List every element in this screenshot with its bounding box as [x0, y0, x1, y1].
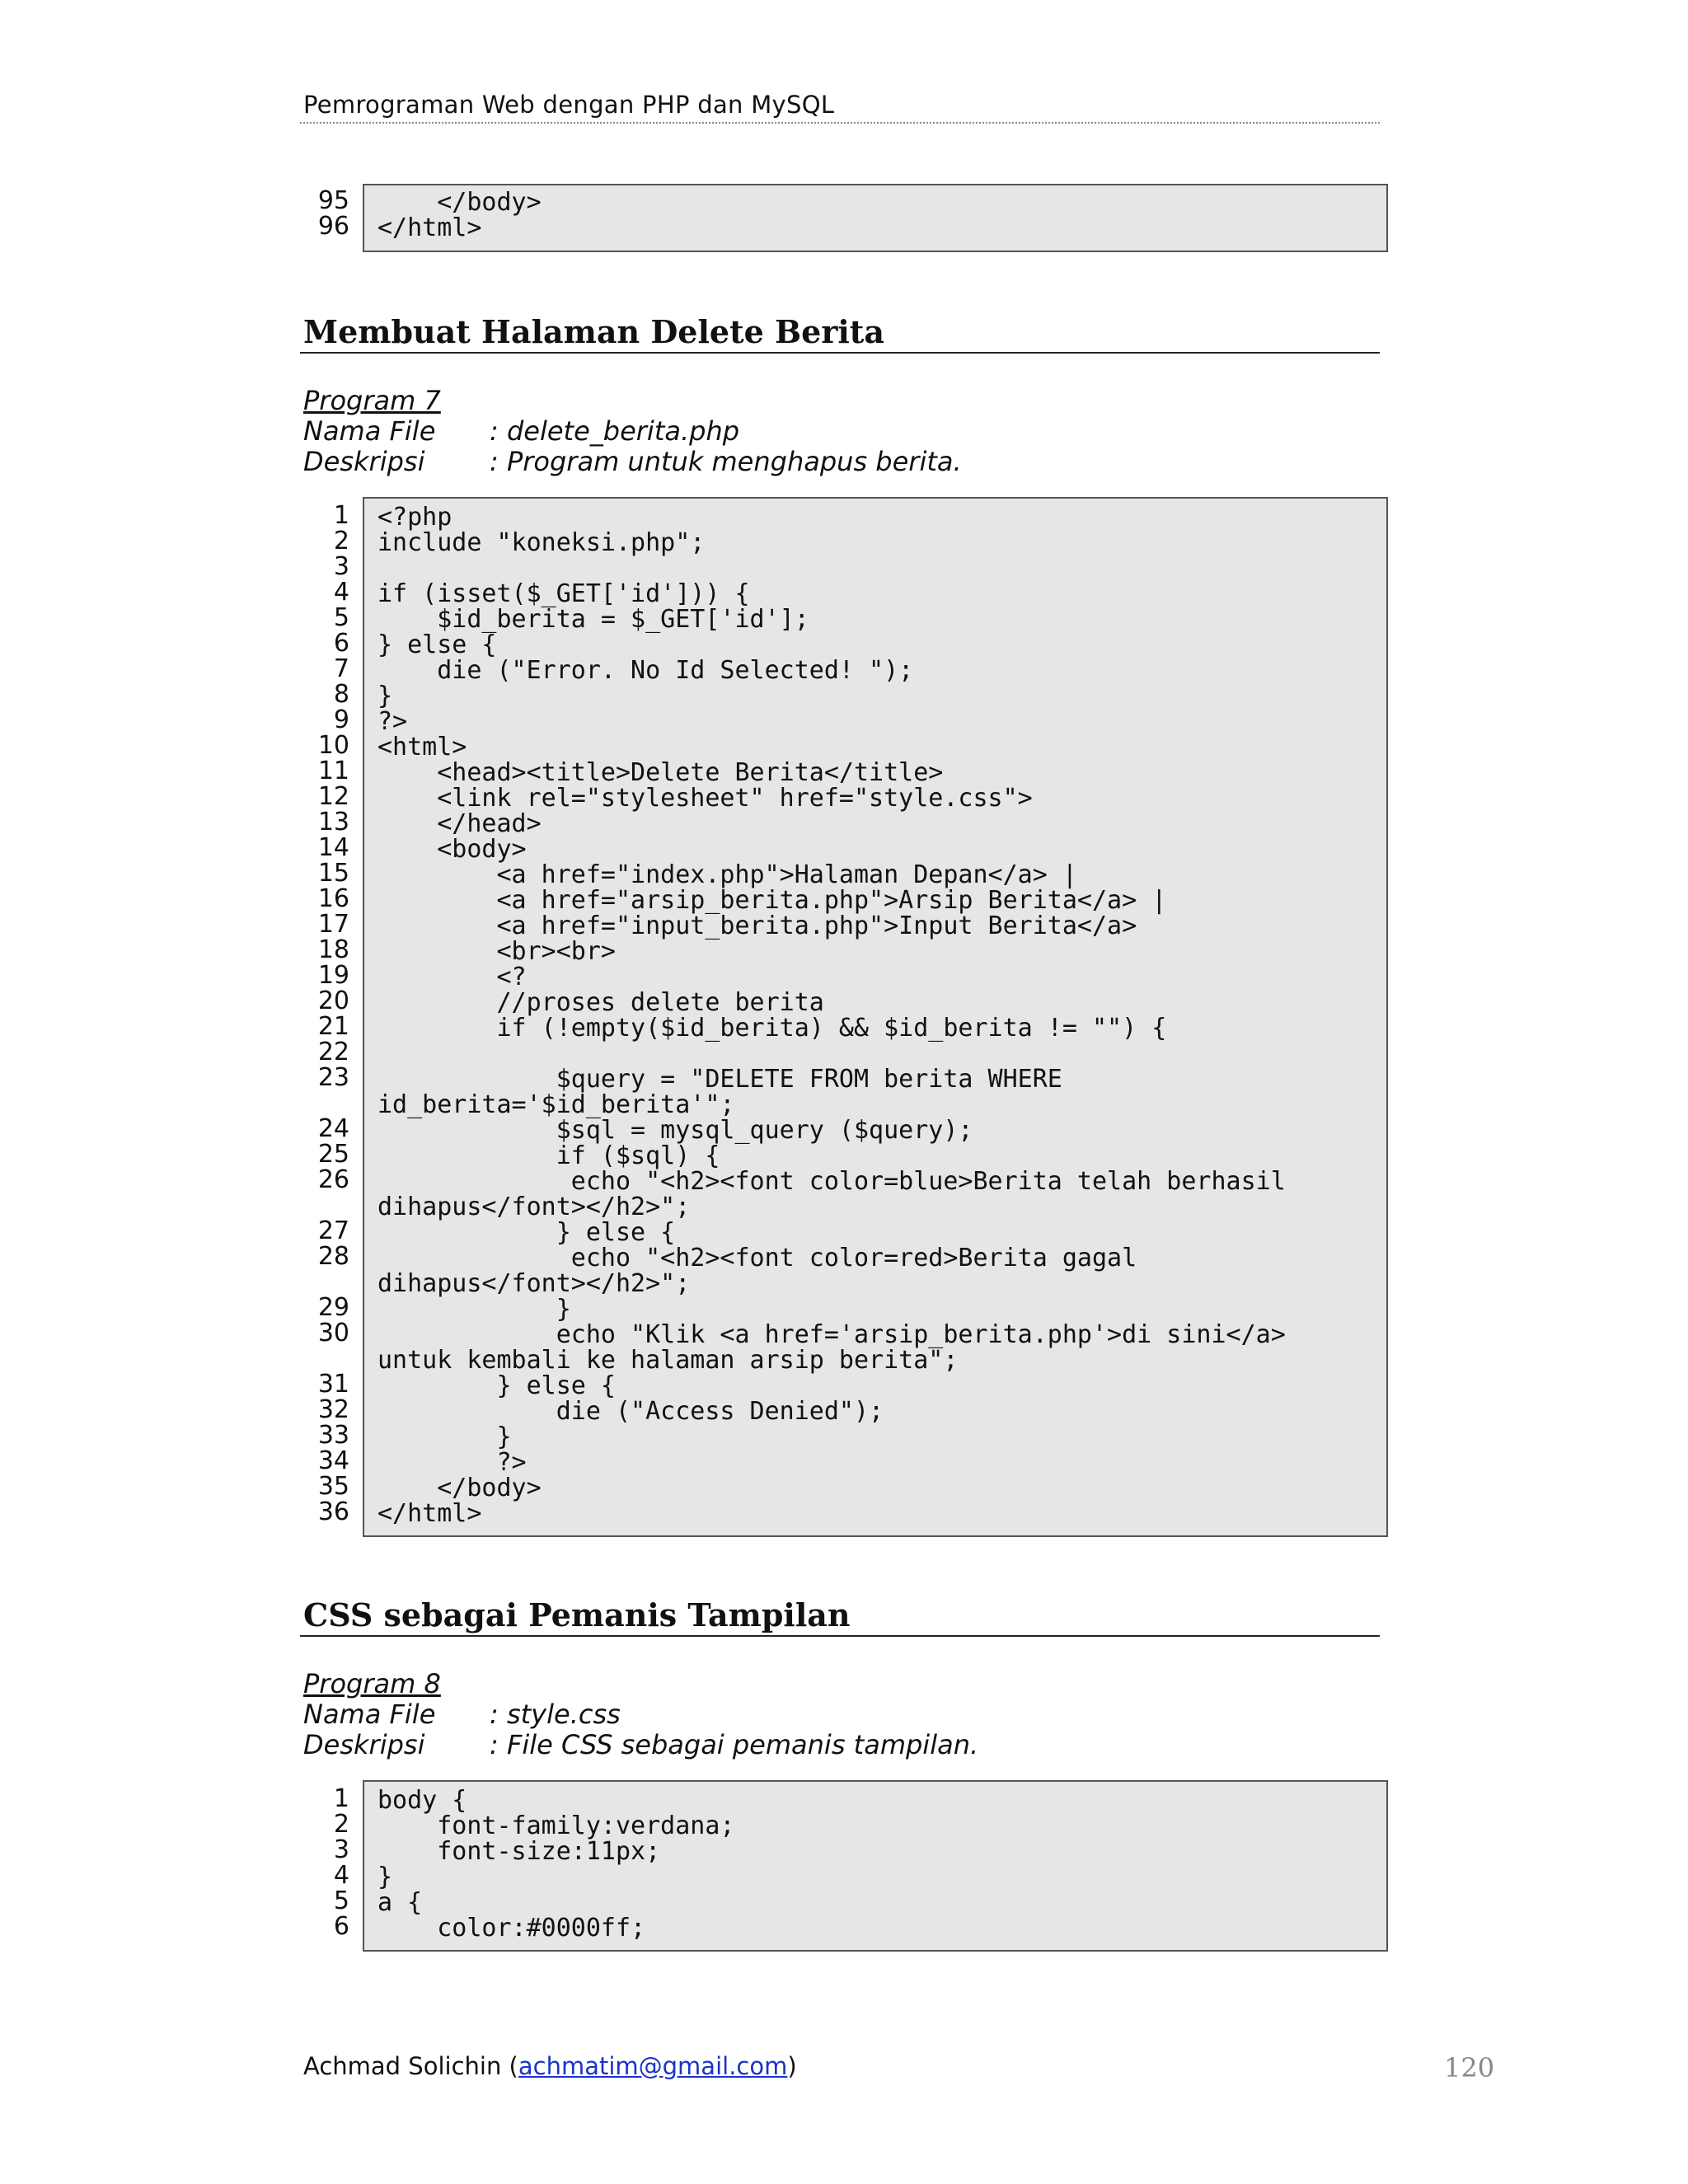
line-number: 95 [317, 186, 349, 215]
line-number: 8 [333, 680, 349, 709]
code-listing: body { font-family:verdana; font-size:11px; } a { color:#0000ff; [377, 1786, 735, 1943]
line-number: 2 [333, 527, 349, 555]
line-number: 33 [317, 1421, 349, 1450]
program-label: Program 8 [303, 1668, 441, 1699]
program8-line-numbers [300, 1786, 349, 1939]
line-number: 2 [333, 1810, 349, 1839]
line-number: 6 [333, 1912, 349, 1941]
line-number: 10 [317, 731, 349, 760]
line-number: 22 [317, 1038, 349, 1066]
running-header: Pemrograman Web dengan PHP dan MySQL [303, 91, 835, 119]
file-name-value: : delete_berita.php [490, 415, 740, 447]
line-number: 4 [333, 578, 349, 607]
line-number: 23 [317, 1063, 349, 1092]
description-value: : File CSS sebagai pemanis tampilan. [490, 1729, 979, 1760]
author-close-paren: ) [787, 2052, 797, 2080]
line-number: 1 [333, 1784, 349, 1813]
program-label: Program 7 [303, 385, 441, 416]
line-number: 25 [317, 1140, 349, 1169]
line-number: 28 [317, 1242, 349, 1271]
line-number: 21 [317, 1012, 349, 1041]
line-number: 6 [333, 629, 349, 658]
author-name: Achmad Solichin ( [303, 2052, 518, 2080]
line-number: 3 [333, 552, 349, 581]
page-number: 120 [1444, 2052, 1495, 2083]
line-number: 13 [317, 808, 349, 837]
line-number: 18 [317, 935, 349, 964]
line-number: 14 [317, 833, 349, 862]
line-number: 15 [317, 859, 349, 888]
line-number: 36 [317, 1497, 349, 1526]
file-name-value: : style.css [490, 1699, 621, 1730]
section-heading-rule [300, 352, 1380, 354]
top-code-block [363, 184, 1388, 252]
line-number: 32 [317, 1395, 349, 1424]
line-number: 19 [317, 961, 349, 990]
file-name-key: Nama File [303, 1699, 436, 1730]
line-number: 96 [317, 212, 349, 241]
section-heading-rule [300, 1635, 1380, 1637]
line-number: 1 [333, 501, 349, 530]
line-number: 5 [333, 1886, 349, 1915]
header-divider [300, 122, 1380, 124]
author-email-link[interactable]: achmatim@gmail.com [518, 2052, 788, 2080]
line-number: 34 [317, 1446, 349, 1475]
program7-code-block [363, 497, 1388, 1537]
code-listing: </body> </html> [377, 188, 542, 242]
line-number [300, 1193, 349, 1218]
description-key: Deskripsi [303, 1729, 425, 1760]
program8-code-block [363, 1780, 1388, 1952]
line-number: 7 [333, 654, 349, 683]
line-number [300, 1269, 349, 1295]
line-number: 3 [333, 1835, 349, 1864]
line-number: 24 [317, 1114, 349, 1143]
line-number [300, 1346, 349, 1371]
description-value: : Program untuk menghapus berita. [490, 446, 962, 477]
line-number: 29 [317, 1293, 349, 1322]
line-number: 27 [317, 1216, 349, 1245]
line-number [300, 1090, 349, 1116]
program-meta [303, 1669, 978, 1760]
line-number: 30 [317, 1319, 349, 1347]
line-number: 4 [333, 1861, 349, 1890]
code-listing: <?php include "koneksi.php"; if (isset($_GET['id'])) { $id_berita = $_GET['id']; } else { die ("Error. No Id Selected! "); } ?> <html> <head><title>Delete Berita</title> <link rel="stylesheet" href="style.css"> </head> <body> <a href="index.php">Halaman Depan</a> | <a href="arsip_berita.php">Arsip Berita</a> | <a href="input_berita.php">Input Berita</a> <br><br> <? //proses delete berita if (!empty($id_berita) && $id_berita != "") { $query = "DELETE FROM berita WHERE id_berita='$id_berita'"; $sql = mysql_query ($query); if ($sql) { echo "<h2><font color=blue>Berita telah berhasil dihapus</font></h2>"; } else { echo "<h2><font color=red>Berita gagal dihapus</font></h2>"; } echo "Klik <a href='arsip_berita.php'>di sini</a> untuk kembali ke halaman arsip berita"; } else { die ("Access Denied"); } ?> </body> </html> [377, 503, 1286, 1528]
line-number: 31 [317, 1370, 349, 1399]
line-number: 11 [317, 757, 349, 785]
line-number: 5 [333, 603, 349, 632]
section-heading-delete-berita: Membuat Halaman Delete Berita [303, 313, 884, 350]
line-number: 16 [317, 884, 349, 913]
line-number: 35 [317, 1472, 349, 1501]
program-meta [303, 386, 962, 477]
program7-line-numbers [300, 503, 349, 1525]
line-number: 20 [317, 987, 349, 1015]
line-number: 26 [317, 1165, 349, 1194]
line-number: 9 [333, 705, 349, 734]
section-heading-css: CSS sebagai Pemanis Tampilan [303, 1596, 851, 1633]
description-key: Deskripsi [303, 446, 425, 477]
line-number: 17 [317, 910, 349, 939]
top-block-line-numbers [300, 188, 349, 239]
file-name-key: Nama File [303, 415, 436, 447]
line-number: 12 [317, 782, 349, 811]
footer-author [303, 2052, 797, 2080]
